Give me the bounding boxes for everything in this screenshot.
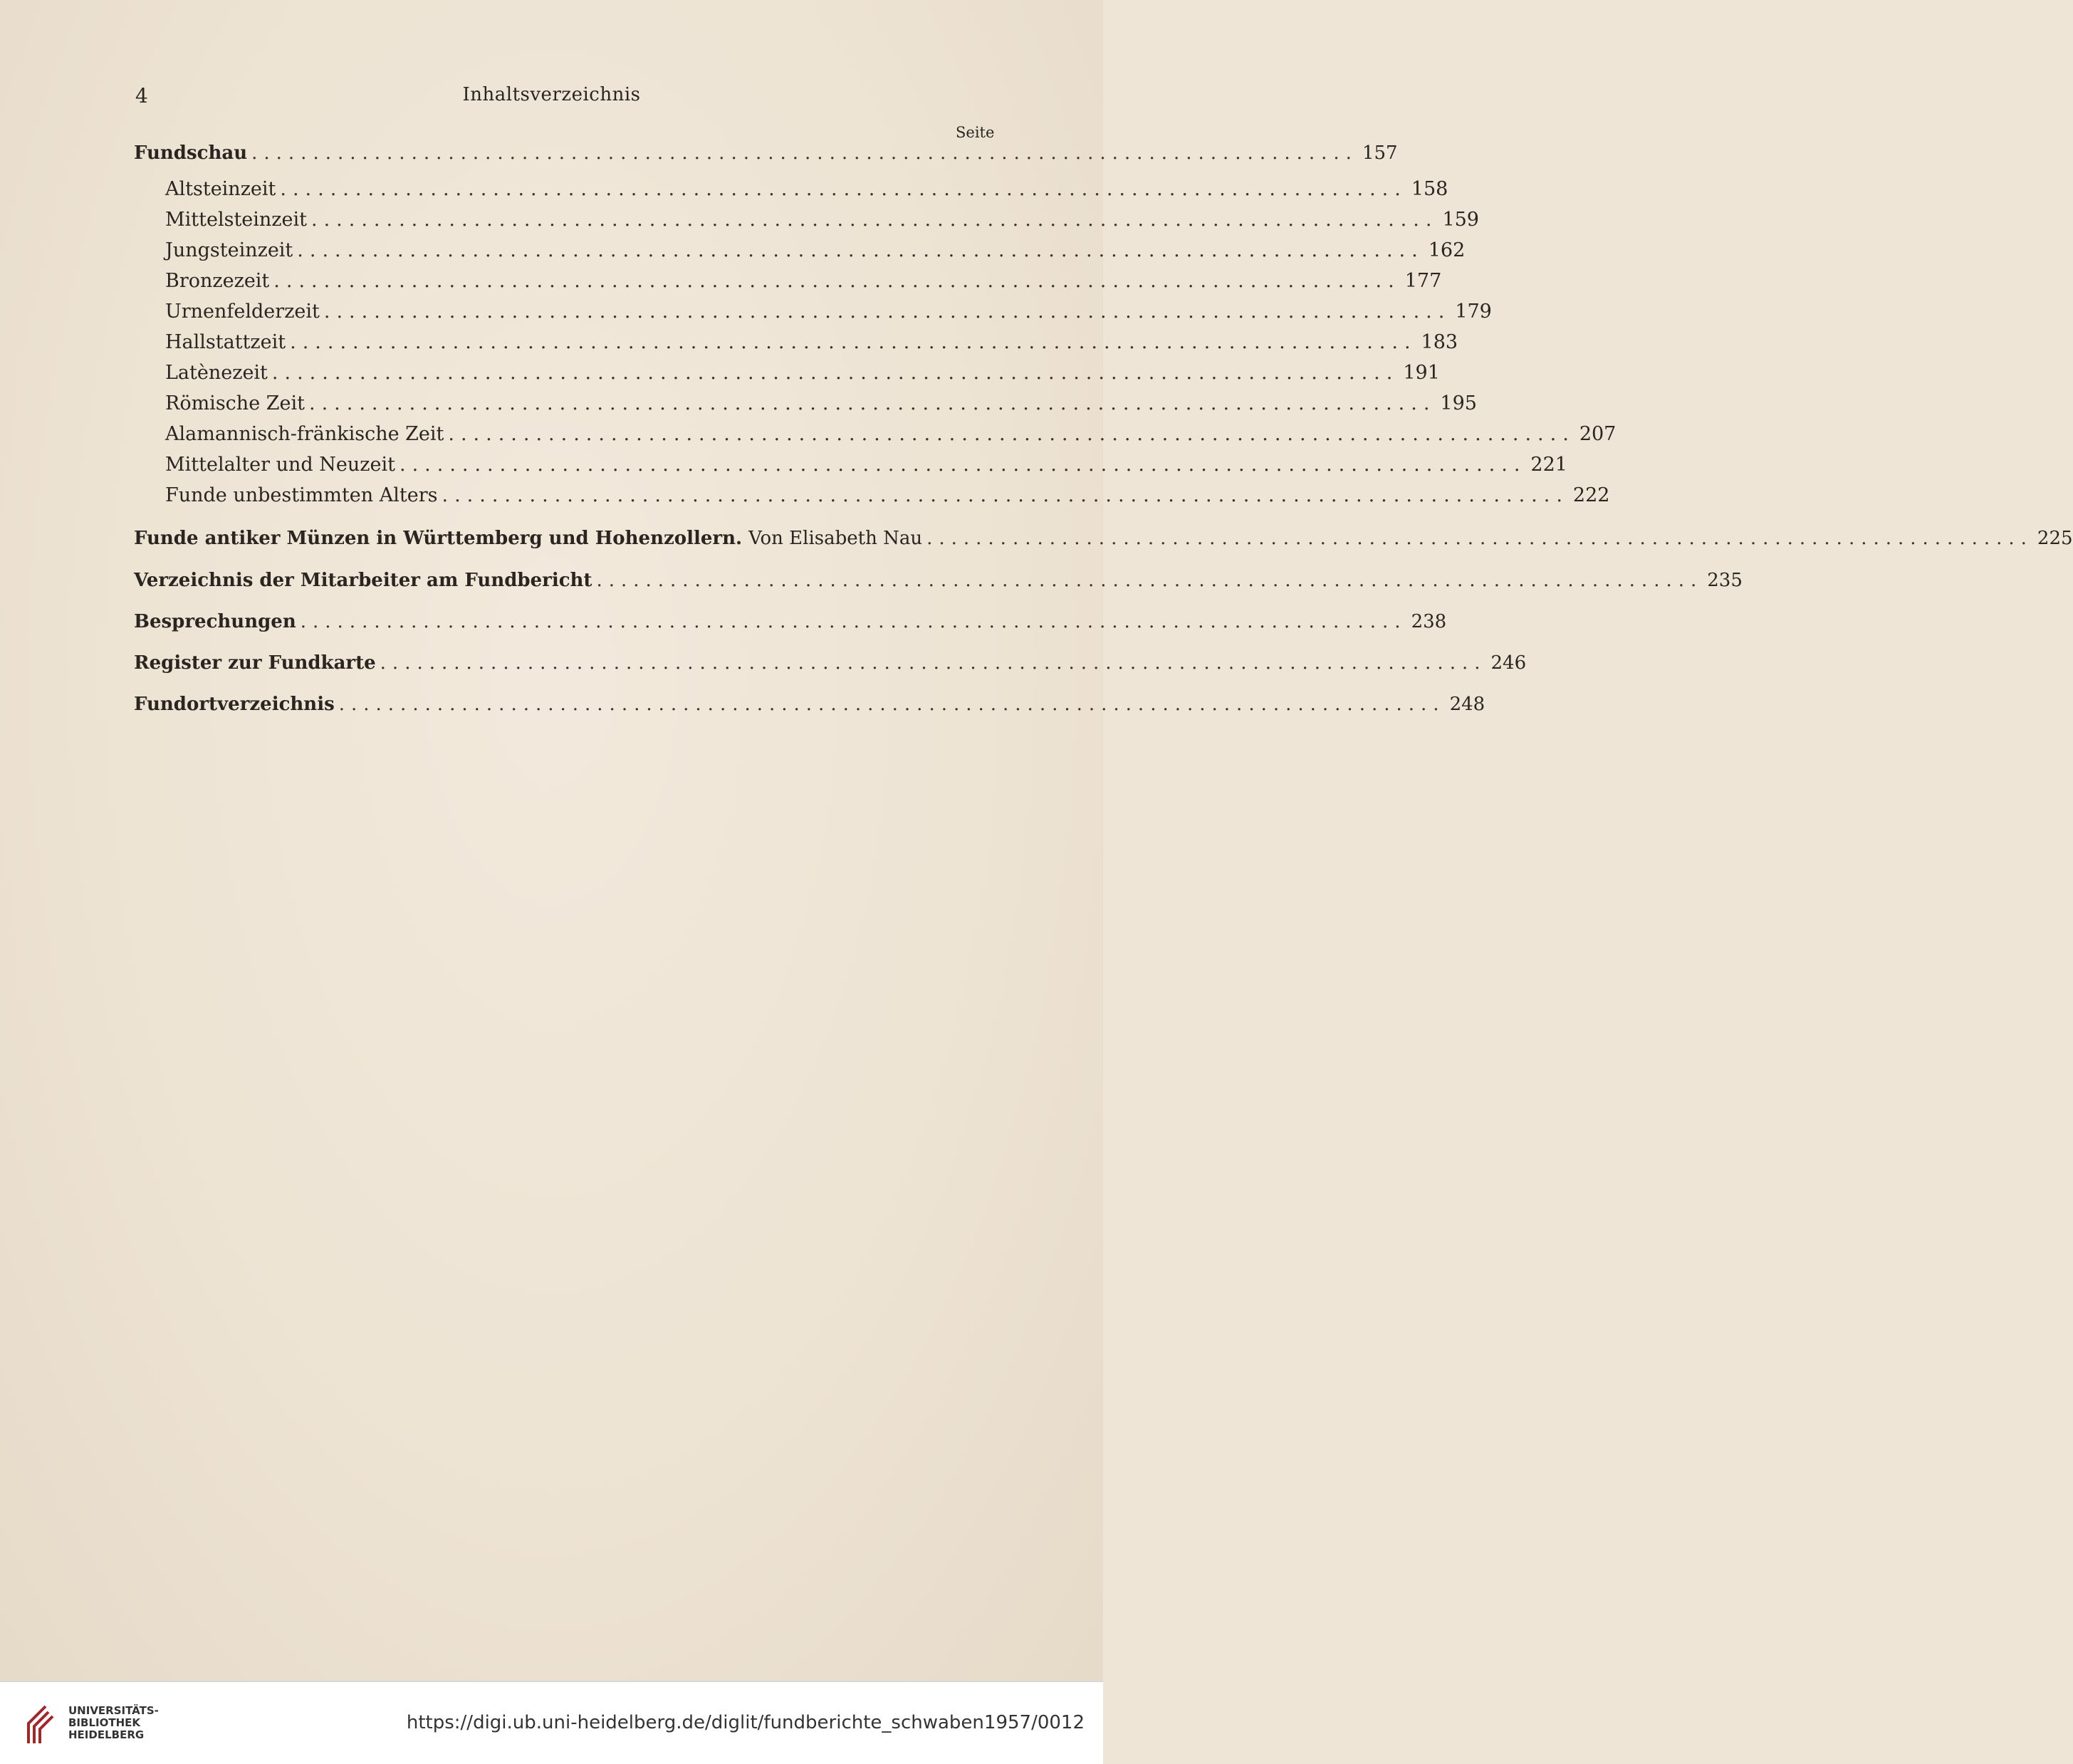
toc-entry-page: 235 bbox=[1707, 570, 1743, 591]
toc-entry-page: 159 bbox=[1442, 209, 1479, 231]
toc-entry bbox=[165, 239, 1466, 265]
library-logo-text bbox=[68, 1705, 159, 1741]
dot-leader: .......................................................................................... bbox=[380, 652, 1487, 674]
toc-entry-title: Fundschau bbox=[134, 142, 248, 164]
dot-leader: .......................................................................................... bbox=[338, 694, 1446, 715]
logo-line: HEIDELBERG bbox=[68, 1728, 145, 1741]
toc-entry-page: 238 bbox=[1411, 611, 1447, 632]
dot-leader: .......................................................................................... bbox=[596, 570, 1703, 591]
toc-entry-page: 179 bbox=[1455, 301, 1492, 323]
toc-entry bbox=[134, 570, 1743, 595]
dot-leader: .......................................................................................... bbox=[926, 528, 2033, 549]
toc-entry bbox=[165, 454, 1567, 479]
dot-leader: .......................................................................................... bbox=[442, 484, 1569, 506]
logo-line: UNIVERSITÄTS- bbox=[68, 1704, 159, 1717]
permalink-url[interactable]: https://digi.ub.uni-heidelberg.de/diglit/fundberichte_schwaben1957/0012 bbox=[406, 1712, 1085, 1733]
toc-entry bbox=[165, 270, 1442, 296]
toc-entry-title: Bronzezeit bbox=[165, 270, 270, 292]
toc-entry-page: 191 bbox=[1403, 362, 1440, 384]
toc-entry bbox=[134, 694, 1485, 719]
toc-entry-title: Römische Zeit bbox=[165, 392, 305, 414]
toc-entry-page: 248 bbox=[1449, 694, 1485, 715]
dot-leader: .......................................................................................... bbox=[399, 454, 1527, 476]
toc-entry-title: Besprechungen bbox=[134, 611, 296, 632]
toc-entry-page: 177 bbox=[1404, 270, 1442, 292]
toc-entry-title-text: Funde antiker Münzen in Württemberg und Hohenzollern. bbox=[134, 528, 743, 549]
toc-entry-page: 183 bbox=[1421, 331, 1458, 353]
toc-entry-page: 221 bbox=[1530, 454, 1567, 476]
library-logo-icon bbox=[24, 1702, 63, 1746]
toc-entry-page: 246 bbox=[1490, 652, 1527, 674]
toc-entry-title: Altsteinzeit bbox=[165, 178, 276, 200]
toc-entry-title: Jungsteinzeit bbox=[165, 239, 293, 261]
toc-entry-title: Urnenfelderzeit bbox=[165, 301, 320, 323]
toc-entry-title: Alamannisch-fränkische Zeit bbox=[165, 423, 444, 445]
dot-leader: .......................................................................................... bbox=[308, 392, 1436, 414]
toc-entry bbox=[165, 362, 1440, 387]
dot-leader: .......................................................................................... bbox=[290, 331, 1417, 353]
toc-entry bbox=[134, 142, 1398, 168]
dot-leader: .......................................................................................... bbox=[300, 611, 1407, 632]
running-title: Inhaltsverzeichnis bbox=[462, 84, 641, 105]
toc-entry-page: 162 bbox=[1428, 239, 1466, 261]
toc-entry-page: 157 bbox=[1362, 142, 1398, 164]
viewer-footer bbox=[0, 1681, 1103, 1764]
toc-entry bbox=[134, 528, 2073, 553]
toc-entry-title: Funde unbestimmten Alters bbox=[165, 484, 438, 506]
toc-entry-title bbox=[134, 528, 922, 549]
dot-leader: .......................................................................................... bbox=[280, 178, 1407, 200]
logo-line: BIBLIOTHEK bbox=[68, 1716, 140, 1729]
toc-entry-title: Latènezeit bbox=[165, 362, 268, 384]
dot-leader: .......................................................................................... bbox=[448, 423, 1575, 445]
toc-entry-title: Verzeichnis der Mitarbeiter am Fundbericht bbox=[134, 570, 592, 591]
dot-leader: .......................................................................................... bbox=[273, 270, 1401, 292]
toc-entry-title: Mittelalter und Neuzeit bbox=[165, 454, 395, 476]
toc-entry bbox=[165, 331, 1458, 357]
toc-entry-page: 222 bbox=[1572, 484, 1610, 506]
toc-entry-page: 195 bbox=[1440, 392, 1477, 414]
toc-entry bbox=[165, 301, 1492, 326]
toc-entry bbox=[134, 652, 1527, 678]
toc-entry-page: 225 bbox=[2037, 528, 2073, 549]
toc-entry bbox=[134, 611, 1447, 637]
toc-entry bbox=[165, 392, 1477, 418]
toc-entry-page: 158 bbox=[1411, 178, 1448, 200]
toc-entry-title: Hallstattzeit bbox=[165, 331, 286, 353]
toc-entry-title: Register zur Fundkarte bbox=[134, 652, 376, 674]
toc-entry bbox=[165, 484, 1610, 510]
dot-leader: .......................................................................................... bbox=[251, 142, 1358, 164]
toc-entry-author: Von Elisabeth Nau bbox=[748, 528, 923, 549]
dot-leader: .......................................................................................... bbox=[297, 239, 1424, 261]
dot-leader: .......................................................................................... bbox=[271, 362, 1399, 384]
dot-leader: .......................................................................................... bbox=[311, 209, 1438, 231]
toc-entry bbox=[165, 178, 1448, 204]
dot-leader: .......................................................................................... bbox=[323, 301, 1451, 323]
toc-entry-page: 207 bbox=[1579, 423, 1617, 445]
page-number: 4 bbox=[135, 84, 148, 108]
seite-column-label: Seite bbox=[956, 124, 995, 141]
toc-entry-title: Mittelsteinzeit bbox=[165, 209, 307, 231]
toc-entry bbox=[165, 209, 1479, 234]
toc-entry bbox=[165, 423, 1617, 449]
toc-entry-title: Fundortverzeichnis bbox=[134, 694, 335, 715]
